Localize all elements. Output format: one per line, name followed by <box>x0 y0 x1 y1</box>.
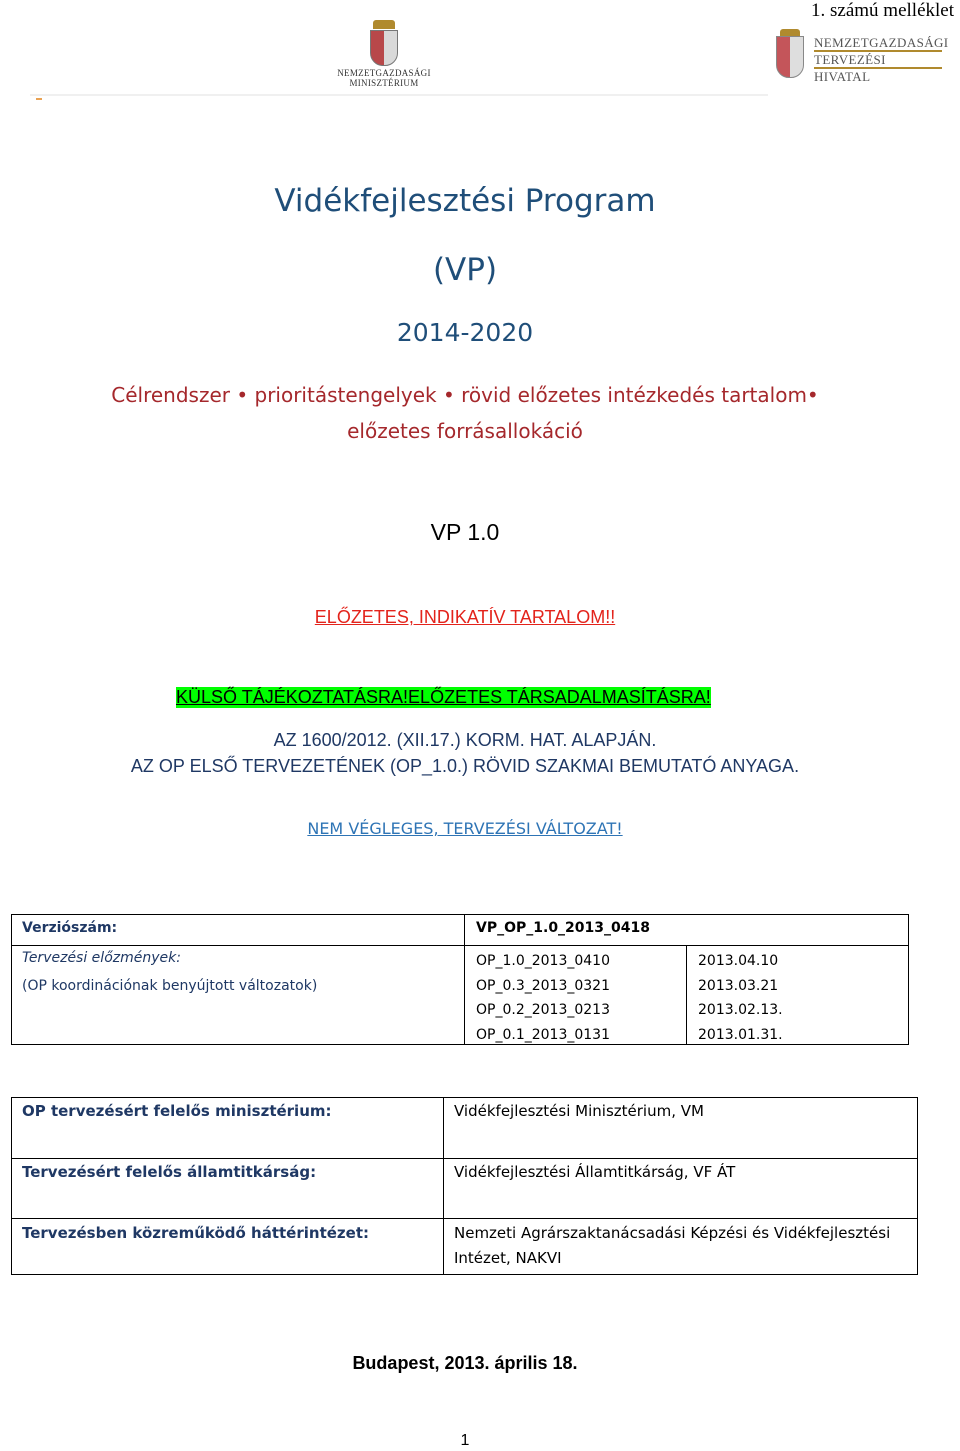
header-divider <box>30 94 768 96</box>
subtitle-line-1: Célrendszer • prioritástengelyek • rövid előzetes intézkedés tartalom• <box>111 383 819 407</box>
not-final-wrap <box>0 819 930 838</box>
history-ids <box>476 949 610 1047</box>
version-heading: VP 1.0 <box>430 519 500 545</box>
version-value: VP_OP_1.0_2013_0418 <box>476 920 650 936</box>
annex-label: 1. számú melléklet <box>811 0 954 21</box>
not-final-notice: NEM VÉGLEGES, TERVEZÉSI VÁLTOZAT! <box>307 819 623 838</box>
legal-description: AZ OP ELSŐ TERVEZETÉNEK (OP_1.0.) RÖVID SZAKMAI BEMUTATÓ ANYAGA. <box>130 756 800 776</box>
ministry-logo <box>334 20 434 88</box>
table-divider <box>464 915 465 1044</box>
ministry-logo-text: NEMZETGAZDASÁGI MINISZTÉRIUM <box>337 68 431 88</box>
version-table <box>11 914 909 1045</box>
state-secretariat-value: Vidékfejlesztési Államtitkárság, VF ÁT <box>454 1163 736 1181</box>
state-secretariat-label: Tervezésért felelős államtitkárság: <box>22 1163 317 1181</box>
history-note: (OP koordinációnak benyújtott változatok) <box>22 978 318 994</box>
document-period: 2014-2020 <box>396 318 534 347</box>
background-institute-value: Nemzeti Agrárszaktanácsadási Képzési és Vidékfejlesztési Intézet, NAKVI <box>454 1224 891 1267</box>
responsible-ministry-value: Vidékfejlesztési Minisztérium, VM <box>454 1102 704 1120</box>
history-id: OP_0.1_2013_0131 <box>476 1026 610 1043</box>
version-label: Verziószám: <box>22 920 118 936</box>
history-id: OP_0.3_2013_0321 <box>476 977 610 994</box>
history-date: 2013.02.13. <box>698 1002 783 1018</box>
background-institute-label: Tervezésben közreműködő háttérintézet: <box>22 1224 369 1242</box>
history-label: Tervezési előzmények: <box>22 950 181 966</box>
legal-basis: AZ 1600/2012. (XII.17.) KORM. HAT. ALAPJÁN. <box>273 730 657 750</box>
history-id: OP_0.2_2013_0213 <box>476 1002 610 1018</box>
warning-wrap <box>0 607 930 628</box>
highlight-text: KÜLSŐ TÁJÉKOZTATÁSRA!ELŐZETES TÁRSADALMASÍTÁSRA! <box>176 687 711 707</box>
responsible-ministry-label: OP tervezésért felelős minisztérium: <box>22 1102 332 1120</box>
decorative-mark <box>36 98 42 100</box>
coat-of-arms-icon <box>776 36 804 78</box>
table-divider <box>12 1158 917 1159</box>
coat-of-arms-icon <box>369 20 399 64</box>
organization-table <box>11 1097 918 1275</box>
place-date: Budapest, 2013. április 18. <box>352 1353 578 1373</box>
version-row <box>12 915 908 946</box>
history-dates <box>698 949 783 1047</box>
table-divider <box>12 1218 917 1219</box>
document-title: Vidékfejlesztési Program <box>274 183 656 219</box>
subtitle-line-2: előzetes forrásallokáció <box>347 419 583 443</box>
warning-text: ELŐZETES, INDIKATÍV TARTALOM!! <box>314 607 616 627</box>
history-date: 2013.03.21 <box>698 977 779 994</box>
planning-office-logo-text: NEMZETGAZDASÁGI TERVEZÉSI HIVATAL <box>814 35 949 84</box>
document-title-abbrev: (VP) <box>432 252 498 288</box>
table-divider <box>686 945 687 1044</box>
history-id: OP_1.0_2013_0410 <box>476 953 610 969</box>
page-number: 1 <box>460 1432 470 1449</box>
planning-office-logo <box>776 36 949 83</box>
history-date: 2013.01.31. <box>698 1026 783 1043</box>
table-divider <box>443 1098 444 1274</box>
history-date: 2013.04.10 <box>698 953 779 969</box>
